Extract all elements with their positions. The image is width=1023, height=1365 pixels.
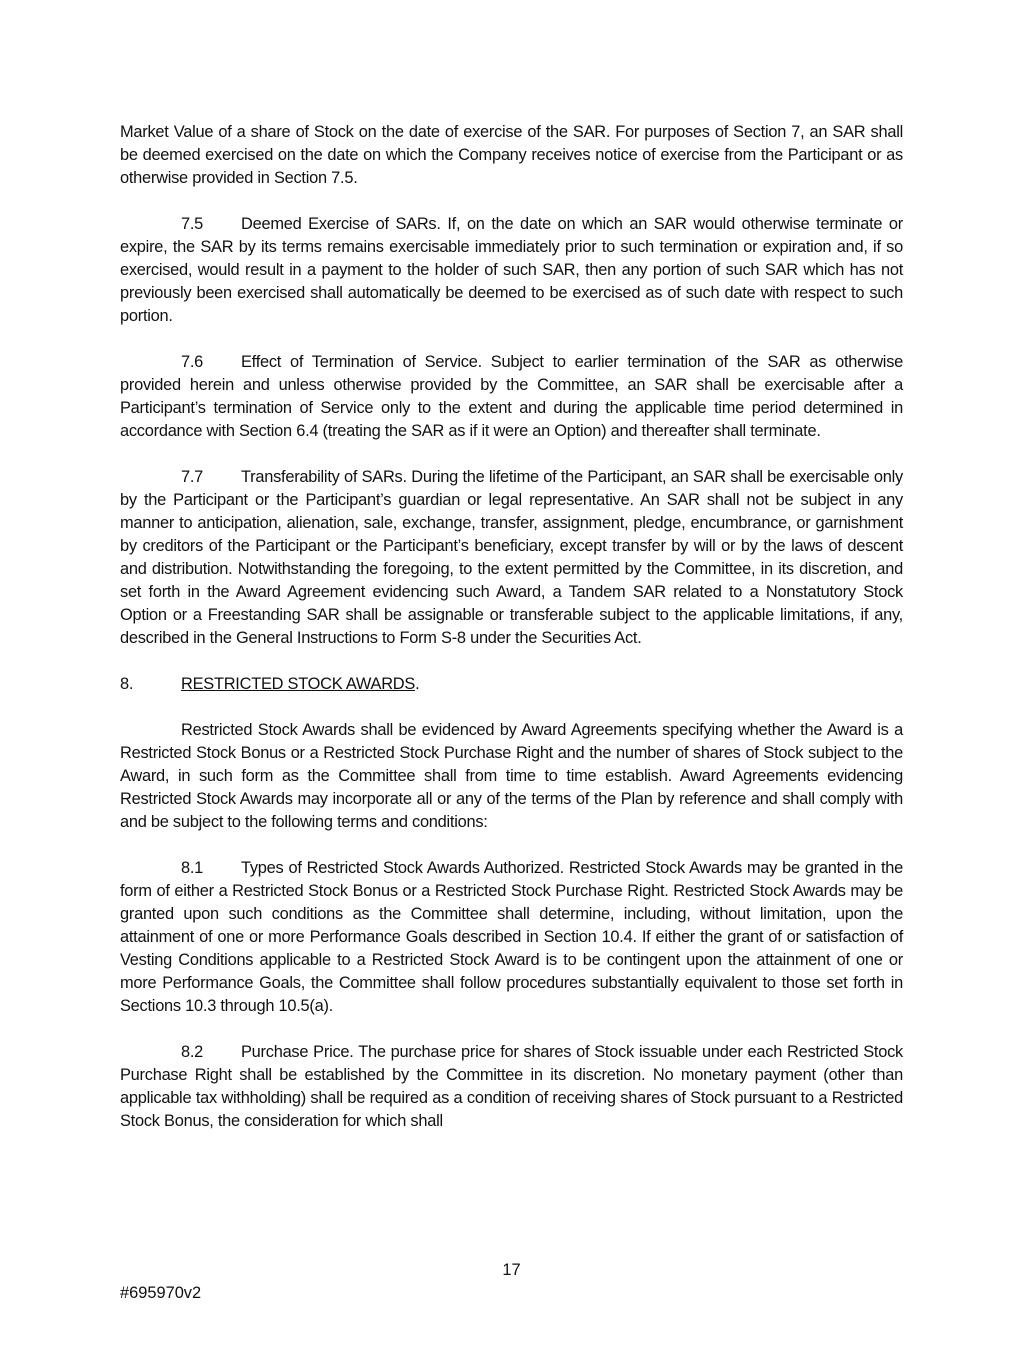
document-id: #695970v2 (120, 1284, 202, 1302)
section-title: Transferability of SARs. (241, 468, 407, 486)
section-text: Restricted Stock Awards may be granted in the form of either a Restricted Stock Bonus or a Restricted Stock Purchase Right. Restricted Stock Awards may be granted upon such conditions as the Committee shall determine, including, without limitation, upon the attainment of one or more Performance Goals described in Section 10.4. If either the grant of or satisfaction of Vesting Conditions applicable to a Restricted Stock Award is to be contingent upon the attainment of one or more Performance Goals, the Committee shall follow procedures substantially equivalent to those set forth in Sections 10.3 through 10.5(a). (120, 859, 903, 1015)
section-8-intro: Restricted Stock Awards shall be evidenced by Award Agreements specifying whether the Award is a Restricted Stock Bonus or a Restricted Stock Purchase Right and the number of shares of Stock subject to the Award, in such form as the Committee shall from time to time establish. Award Agreements evidencing Restricted Stock Awards may incorporate all or any of the terms of the Plan by reference and shall comply with and be subject to the following terms and conditions: (120, 721, 903, 831)
section-title: Purchase Price. (241, 1043, 354, 1061)
section-title-period: . (415, 675, 420, 693)
section-7-5 (120, 213, 903, 328)
section-number: 7.7 (181, 468, 204, 486)
section-number: 7.6 (181, 353, 204, 371)
section-7-7 (120, 466, 903, 650)
section-number: 8.2 (181, 1043, 204, 1061)
section-8-1 (120, 857, 903, 1018)
section-number: 8.1 (181, 859, 204, 877)
section-title: Effect of Termination of Service. (241, 353, 482, 371)
page-number: 17 (502, 1261, 521, 1279)
paragraph-continuation: Market Value of a share of Stock on the date of exercise of the SAR. For purposes of Section 7, an SAR shall be deemed exercised on the date on which the Company receives notice of exercise from the Participant or as otherwise provided in Section 7.5. (120, 123, 903, 187)
section-number: 8. (120, 675, 134, 693)
section-text: Subject to earlier termination of the SAR as otherwise provided herein and unless otherwise provided by the Committee, an SAR shall be exercisable after a Participant’s termination of Service only to the extent and during the applicable time period determined in accordance with Section 6.4 (treating the SAR as if it were an Option) and thereafter shall terminate. (120, 353, 904, 440)
section-text: If, on the date on which an SAR would otherwise terminate or expire, the SAR by its terms remains exercisable immediately prior to such termination or expiration and, if so exercised, would result in a payment to the holder of such SAR, then any portion of such SAR which has not previously been exercised shall automatically be deemed to be exercised as of such date with respect to such portion. (120, 215, 903, 325)
section-7-6 (120, 351, 903, 443)
section-title: RESTRICTED STOCK AWARDS (181, 675, 416, 693)
document-body (120, 121, 903, 1156)
section-text: The purchase price for shares of Stock issuable under each Restricted Stock Purchase Right shall be established by the Committee in its discretion. No monetary payment (other than applicable tax withholding) shall be required as a condition of receiving shares of Stock pursuant to a Restricted Stock Bonus, the consideration for which shall (120, 1043, 903, 1130)
section-8-heading (120, 673, 903, 696)
section-number: 7.5 (181, 215, 204, 233)
section-text: During the lifetime of the Participant, an SAR shall be exercisable only by the Participant or the Participant’s guardian or legal representative. An SAR shall not be subject in any manner to anticipation, alienation, sale, exchange, transfer, assignment, pledge, encumbrance, or garnishment by creditors of the Participant or the Participant’s beneficiary, except transfer by will or by the laws of descent and distribution. Notwithstanding the foregoing, to the extent permitted by the Committee, in its discretion, and set forth in the Award Agreement evidencing such Award, a Tandem SAR related to a Nonstatutory Stock Option or a Freestanding SAR shall be assignable or transferable subject to the applicable limitations, if any, described in the General Instructions to Form S-8 under the Securities Act. (120, 468, 903, 647)
section-title: Types of Restricted Stock Awards Authorized. (241, 859, 564, 877)
section-8-2 (120, 1041, 903, 1133)
section-title: Deemed Exercise of SARs. (241, 215, 441, 233)
